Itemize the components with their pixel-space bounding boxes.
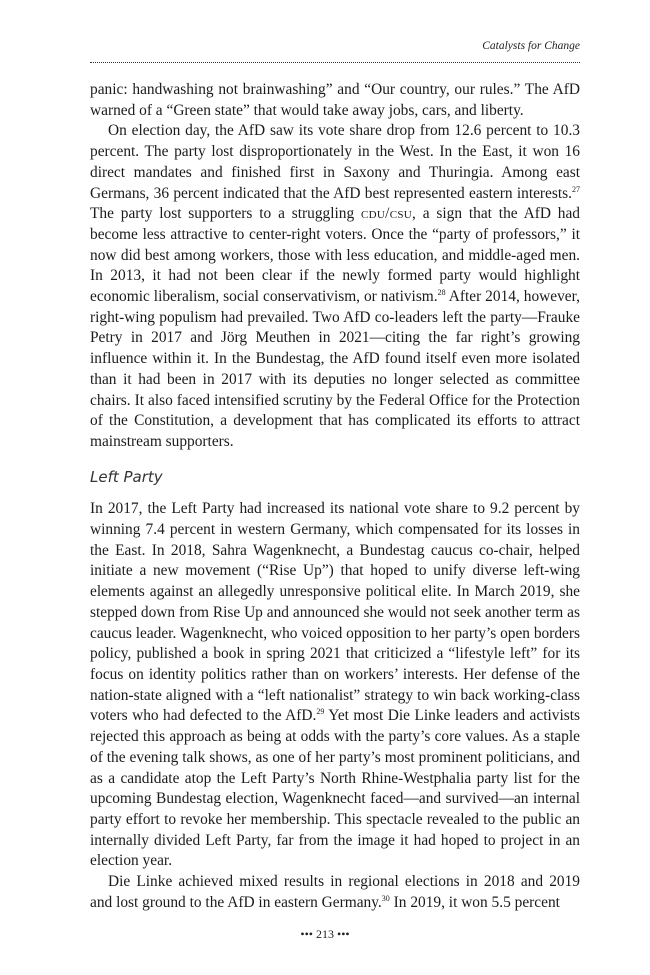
- paragraph-text: In 2017, the Left Party had increased its national vote share to 9.2 percent by winning 7.4 percent in western Germany, which compensated for its losses in the East. In 2018, Sahra Wagenknecht, a Bundestag caucus co-chair, helped initiate a new movement (“Rise Up”) that hoped to unify diverse left-wing elements against an allegedly unresponsive political elite. In March 2019, she stepped down from Rise Up and announced she would not seek another term as caucus leader. Wagenknecht, who voiced opposition to her party’s open borders policy, published a book in spring 2021 that criticized a “lifestyle left” for its focus on identity politics rather than on workers’ interests. Her defense of the nation-state aligned with a “left nationalist” strategy to win back working-class voters who had defected to the AfD.: [90, 500, 580, 725]
- section-heading: Left Party: [90, 467, 163, 486]
- paragraph-text: , a sign that the AfD had become less attractive to center-right voters. Once the “party of professors,” it now did best among workers, those with less education, and middle-aged men. In 2013, it had not been clear if the newly formed party would highlight economic liberalism, social conservativism, or nativism.: [90, 205, 581, 306]
- paragraph-text: Die Linke achieved mixed results in regional elections in 2018 and 2019 and lost ground to the AfD in eastern Germany.: [90, 873, 580, 911]
- footnote-ref-30[interactable]: 30: [381, 893, 390, 903]
- paragraph-text: After 2014, however, right-wing populism had prevailed. Two AfD co-leaders left the party—Frauke Petry in 2017 and Jörg Meuthen in 2021—citing the far right’s growing influence within it. In the Bundestag, the AfD found itself even more isolated than it had been in 2017 with its deputies no longer selected as committee chairs. It also faced intensified scrutiny by the Federal Office for the Protection of the Constitution, a development that has complicated its efforts to attract mainstream supporters.: [90, 288, 580, 450]
- footnote-ref-28[interactable]: 28: [437, 288, 446, 298]
- header-dotted-rule: [90, 62, 580, 63]
- footnote-ref-27[interactable]: 27: [572, 184, 580, 194]
- paragraph-continued: [90, 80, 580, 121]
- running-head: Catalysts for Change: [482, 40, 580, 52]
- paragraph-left-party: [90, 499, 580, 872]
- paragraph-text: In 2019, it won 5.5 percent: [389, 893, 560, 911]
- body-text: [90, 80, 580, 913]
- paragraph-die-linke: [90, 872, 580, 913]
- page-folio: [0, 927, 650, 942]
- paragraph-text: panic: handwashing not brainwashing” and “Our country, our rules.” The AfD warned of a “Green state” that would take away jobs, cars, and liberty.: [90, 81, 580, 119]
- page-number: 213: [316, 927, 334, 941]
- paragraph-text: On election day, the AfD saw its vote share drop from 12.6 percent to 10.3 percent. The party lost disproportionately in the West. In the East, it won 16 direct mandates and finished first in Saxony and Thuringia. Among east Germans, 36 percent indicated that the AfD best represented eastern interests.: [90, 122, 580, 202]
- folio-ornament-left: •••: [300, 927, 313, 941]
- abbreviation-cdu-csu: cdu/csu: [361, 205, 413, 223]
- footnote-ref-29[interactable]: 29: [316, 707, 325, 717]
- paragraph-text: The party lost supporters to a struggling: [90, 205, 362, 223]
- paragraph-text: Yet most Die Linke leaders and activists rejected this approach as being at odds with the party’s core values. As a staple of the evening talk shows, as one of her party’s most prominent politicians, and as a candidate atop the Left Party’s North Rhine-Westphalia party list for the upcoming Bundestag election, Wagenknecht faced—and survived—an internal party effort to revoke her membership. This spectacle revealed to the public an internally divided Left Party, far from the image it had hoped to project in an election year.: [90, 707, 580, 870]
- paragraph-election-day: [90, 121, 580, 452]
- folio-ornament-right: •••: [337, 927, 350, 941]
